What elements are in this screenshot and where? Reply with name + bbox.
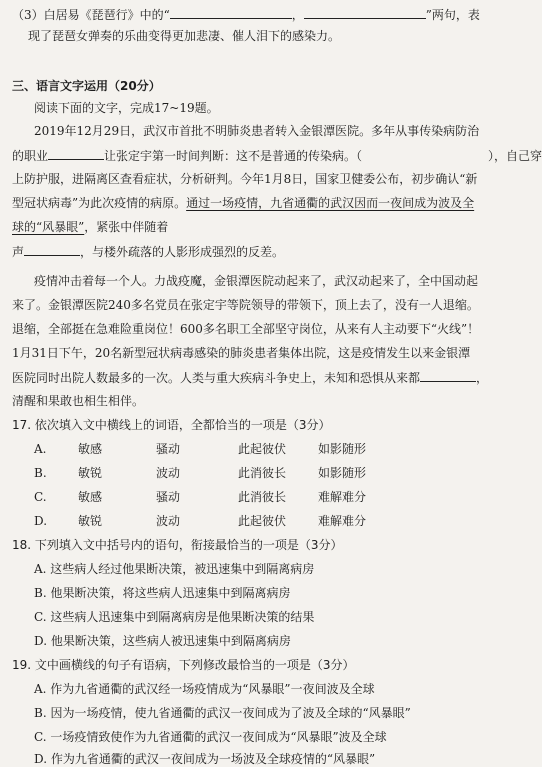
q18-option-c[interactable]: C. 这些病人迅速集中到隔离病房是他果断决策的结果: [34, 610, 315, 624]
passage-line: 1月31日下午，20名新型冠状病毒感染的肺炎患者集体出院，这是疫情发生以来金银潭: [12, 346, 471, 360]
question-19-stem: 19. 文中画横线的句子有语病，下列修改最恰当的一项是（3分）: [12, 658, 355, 672]
underlined-sentence: 通过一场疫情，九省通衢的武汉因而一夜间成为波及全: [186, 196, 475, 210]
underlined-sentence: 球的“风暴眼”: [12, 220, 85, 234]
passage-line: 来了。金银潭医院240多名党员在张定宇等院领导的带领下，顶上去了，没有一人退缩。: [12, 298, 479, 312]
q17-option-d[interactable]: D. 敏锐 波动 此起彼伏 难解难分: [34, 514, 367, 528]
q19-option-c[interactable]: C. 一场疫情致使作为九省通衢的武汉一夜间成为“风暴眼”波及全球: [34, 730, 387, 744]
question-17-stem: 17. 依次填入文中横线上的词语，全都恰当的一项是（3分）: [12, 418, 331, 432]
passage-line: 球的“风暴眼”，紧张中伴随着: [12, 220, 169, 234]
q19-option-b[interactable]: B. 因为一场疫情，使九省通衢的武汉一夜间成为了波及全球的“风暴眼”: [34, 706, 411, 720]
section-heading: 三、语言文字运用（20分）: [12, 79, 161, 93]
q18-option-d[interactable]: D. 他果断决策，这些病人被迅速集中到隔离病房: [34, 634, 291, 648]
passage-line: 清醒和果敢也相生相伴。: [12, 394, 145, 408]
poem-question-line1: （3）白居易《琵琶行》中的“ ， ”两句，表: [12, 8, 480, 22]
passage-line: 医院同时出院人数最多的一次。人类与重大疾病斗争史上，未知和恐惧从来都 ，: [12, 371, 489, 385]
q18-option-a[interactable]: A. 这些病人经过他果断决策，被迅速集中到隔离病房: [34, 562, 315, 576]
answer-blank[interactable]: [48, 147, 104, 160]
answer-blank[interactable]: [420, 369, 476, 382]
q19-option-d[interactable]: D. 作为九省通衢的武汉一夜间成为一场波及全球疫情的“风暴眼”: [34, 752, 376, 766]
q17-option-c[interactable]: C. 敏感 骚动 此消彼长 难解难分: [34, 490, 367, 504]
passage-line: 的职业 让张定宇第一时间判断：这不是普通的传染病。（ ），自己穿: [12, 149, 542, 163]
q18-option-b[interactable]: B. 他果断决策，将这些病人迅速集中到隔离病房: [34, 586, 291, 600]
question-18-stem: 18. 下列填入文中括号内的语句，衔接最恰当的一项是（3分）: [12, 538, 343, 552]
passage-line: 2019年12月29日，武汉市首批不明肺炎患者转入金银潭医院。多年从事传染病防治: [34, 124, 480, 138]
q19-option-a[interactable]: A. 作为九省通衢的武汉经一场疫情成为“风暴眼”一夜间波及全球: [34, 682, 375, 696]
passage-line: 上防护服，进隔离区查看症状，分析研判。今年1月8日，国家卫健委公布，初步确认“新: [12, 172, 478, 186]
passage-line: 型冠状病毒”为此次疫情的病原。通过一场疫情，九省通衢的武汉因而一夜间成为波及全: [12, 196, 475, 210]
answer-blank[interactable]: [24, 243, 80, 256]
answer-blank[interactable]: [170, 6, 292, 19]
passage-line: 退缩，全部挺在急难险重岗位！600多名职工全部坚守岗位，从来有人主动要下“火线”！: [12, 322, 480, 336]
answer-blank[interactable]: [304, 6, 426, 19]
section-instruction: 阅读下面的文字，完成17~19题。: [34, 101, 219, 115]
poem-question-line2: 现了琵琶女弹奏的乐曲变得更加悲凄、催人泪下的感染力。: [28, 29, 341, 43]
passage-line: 疫情冲击着每一个人。力战疫魔，金银潭医院动起来了，武汉动起来了，全中国动起: [34, 274, 479, 288]
q17-option-a[interactable]: A. 敏感 骚动 此起彼伏 如影随形: [34, 442, 367, 456]
passage-line: 声 ，与楼外疏落的人影形成强烈的反差。: [12, 245, 285, 259]
q17-option-b[interactable]: B. 敏锐 波动 此消彼长 如影随形: [34, 466, 367, 480]
